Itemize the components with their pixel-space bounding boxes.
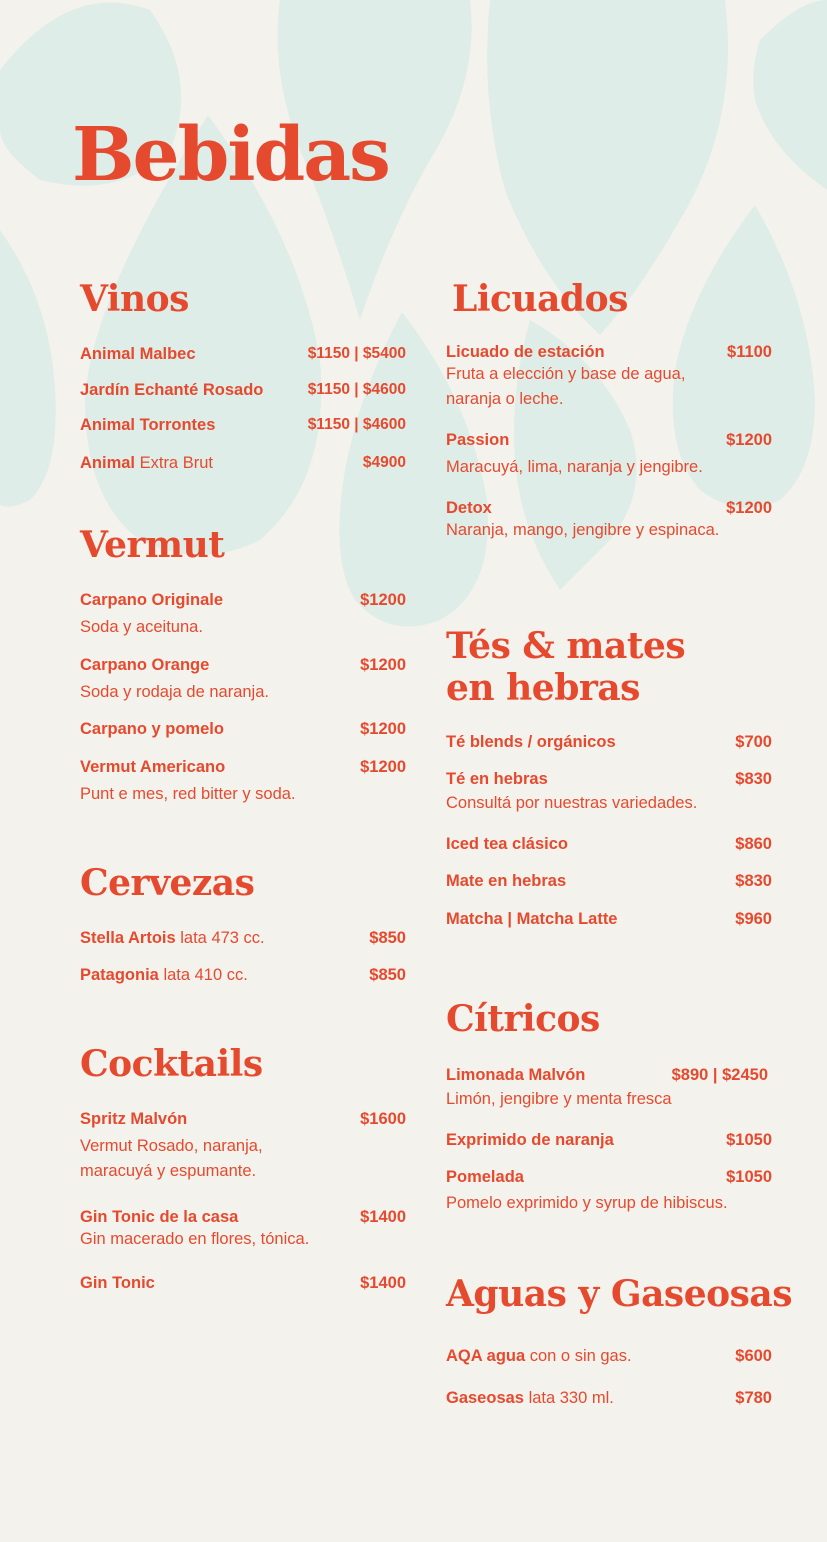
item-price: $830 <box>735 770 772 788</box>
item-name: Animal Malbec <box>80 345 196 363</box>
menu-item <box>446 769 772 816</box>
menu-item <box>80 655 406 705</box>
item-description: Consultá por nuestras variedades. <box>446 794 698 812</box>
item-name: AQA agua <box>446 1347 526 1365</box>
item-name: Pomelada <box>446 1168 524 1186</box>
menu-item <box>446 1065 772 1112</box>
menu-item <box>80 1273 406 1293</box>
menu-item <box>446 909 772 929</box>
item-price: $1400 <box>360 1274 406 1292</box>
menu-item <box>80 344 406 364</box>
menu-item <box>446 834 772 854</box>
item-description: Maracuyá, lima, naranja y jengibre. <box>446 458 703 476</box>
item-description: Naranja, mango, jengibre y espinaca. <box>446 521 720 539</box>
item-description: Soda y rodaja de naranja. <box>80 683 269 701</box>
menu-item <box>80 1207 406 1252</box>
item-name: Iced tea clásico <box>446 835 568 853</box>
menu-item <box>446 498 772 543</box>
item-price: $1200 <box>360 591 406 609</box>
menu-item <box>446 430 772 480</box>
menu-item <box>446 871 772 891</box>
item-description: Pomelo exprimido y syrup de hibiscus. <box>446 1194 728 1212</box>
section-title-citricos: Cítricos <box>446 998 600 1040</box>
menu-item <box>80 415 406 435</box>
item-name: Vermut Americano <box>80 758 226 776</box>
item-price: $1400 <box>360 1208 406 1226</box>
item-price: $1150 | $5400 <box>307 345 406 362</box>
item-price: $1200 <box>360 720 406 738</box>
item-description: Vermut Rosado, naranja, maracuyá y espumante. <box>80 1137 263 1180</box>
section-title-vinos: Vinos <box>80 278 189 320</box>
section-title-line: en hebras <box>446 667 640 709</box>
item-price: $960 <box>735 910 772 928</box>
item-name: Patagonia <box>80 966 159 984</box>
item-price: $850 <box>369 929 406 947</box>
section-title-aguas: Aguas y Gaseosas <box>446 1273 792 1315</box>
item-name: Jardín Echanté Rosado <box>80 381 264 399</box>
menu-item <box>80 965 406 985</box>
item-name: Carpano Originale <box>80 591 224 609</box>
menu-item <box>80 1109 406 1184</box>
item-name: Té blends / orgánicos <box>446 733 616 751</box>
item-name: Spritz Malvón <box>80 1110 188 1128</box>
item-name: Gaseosas <box>446 1389 524 1407</box>
section-title-line: Tés & mates <box>446 625 686 667</box>
item-name: Gin Tonic de la casa <box>80 1208 239 1226</box>
item-price: $1150 | $4600 <box>307 416 406 433</box>
item-detail: Extra Brut <box>135 454 213 472</box>
item-name: Matcha | Matcha Latte <box>446 910 618 928</box>
item-description: Fruta a elección y base de agua, naranja o leche. <box>446 365 686 408</box>
menu-item <box>80 757 406 807</box>
item-price: $860 <box>735 835 772 853</box>
item-price: $4900 <box>362 454 406 471</box>
item-name: Gin Tonic <box>80 1274 155 1292</box>
item-name: Stella Artois <box>80 929 176 947</box>
item-name: Carpano y pomelo <box>80 720 224 738</box>
item-name: Licuado de estación <box>446 343 605 361</box>
section-title-vermut: Vermut <box>80 524 225 566</box>
menu-item <box>446 342 772 412</box>
menu-item <box>446 1167 772 1216</box>
menu-item <box>446 1130 772 1150</box>
item-price: $850 <box>369 966 406 984</box>
item-price: $1050 <box>726 1168 772 1186</box>
section-title-tes <box>446 625 685 709</box>
item-price: $890 | $2450 <box>671 1066 768 1084</box>
item-name: Té en hebras <box>446 770 548 788</box>
item-description: Soda y aceituna. <box>80 618 203 636</box>
item-price: $1100 <box>727 343 772 361</box>
item-price: $1200 <box>360 656 406 674</box>
item-name: Exprimido de naranja <box>446 1131 614 1149</box>
item-name: Limonada Malvón <box>446 1066 586 1084</box>
item-price: $700 <box>735 733 772 751</box>
item-name: Passion <box>446 431 510 449</box>
item-description: Punt e mes, red bitter y soda. <box>80 785 296 803</box>
item-price: $1600 <box>360 1110 406 1128</box>
menu-item <box>446 732 772 752</box>
item-description: Gin macerado en flores, tónica. <box>80 1230 310 1248</box>
menu-item <box>80 719 406 739</box>
item-price: $1050 <box>726 1131 772 1149</box>
item-price: $1150 | $4600 <box>307 381 406 398</box>
item-name: Animal Torrontes <box>80 416 216 434</box>
section-title-cervezas: Cervezas <box>80 862 255 904</box>
menu-item <box>80 590 406 640</box>
menu-item <box>80 928 406 948</box>
item-price: $780 <box>735 1389 772 1407</box>
item-name: Mate en hebras <box>446 872 567 890</box>
item-detail: lata 330 ml. <box>523 1389 614 1407</box>
item-price: $1200 <box>360 758 406 776</box>
item-description: Limón, jengibre y menta fresca <box>446 1090 672 1108</box>
item-price: $600 <box>735 1347 772 1365</box>
menu-item <box>446 1346 772 1366</box>
item-name: Carpano Orange <box>80 656 210 674</box>
item-price: $1200 <box>726 499 772 517</box>
menu-item <box>80 453 406 473</box>
item-detail: lata 410 cc. <box>158 966 248 984</box>
item-detail: lata 473 cc. <box>175 929 265 947</box>
item-name: Detox <box>446 499 492 517</box>
item-detail: con o sin gas. <box>525 1347 632 1365</box>
item-price: $830 <box>735 872 772 890</box>
menu-item <box>80 380 406 400</box>
section-title-licuados: Licuados <box>452 278 628 320</box>
page-title: Bebidas <box>72 112 389 198</box>
item-price: $1200 <box>726 431 772 449</box>
menu-item <box>446 1388 772 1408</box>
item-name: Animal <box>80 454 136 472</box>
section-title-cocktails: Cocktails <box>80 1043 263 1085</box>
